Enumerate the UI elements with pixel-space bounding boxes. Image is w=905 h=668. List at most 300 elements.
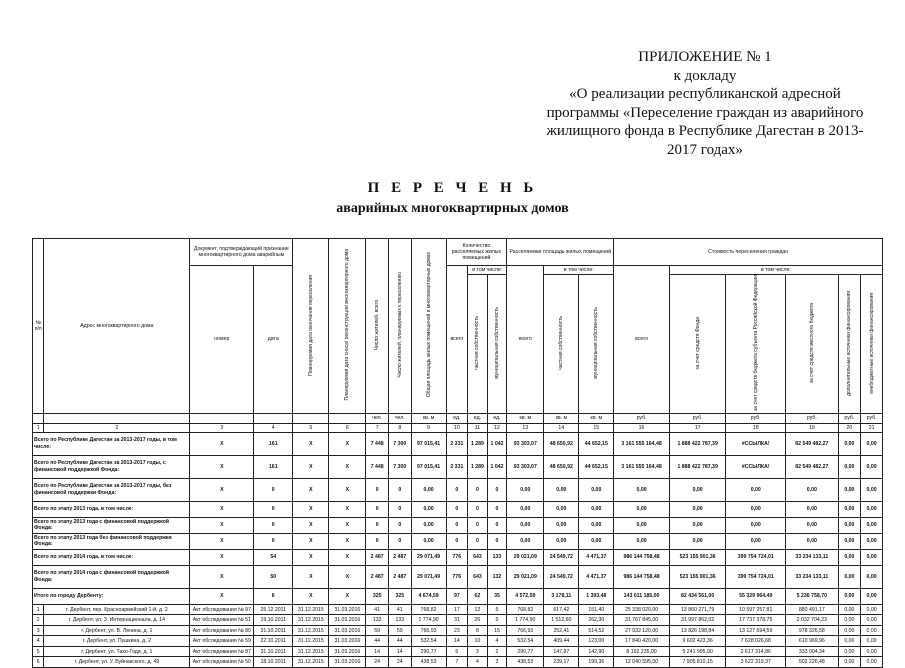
totals-cell: 0,00	[861, 455, 883, 478]
data-cell: 5 241 995,90	[669, 646, 726, 657]
totals-cell: #ССЫЛКА!	[726, 455, 786, 478]
header-residents-total: Число жителей, всего	[366, 239, 389, 414]
totals-cell: 97 015,41	[411, 432, 446, 455]
totals-cell: 1 888 422 787,39	[669, 455, 726, 478]
totals-cell: 0,00	[507, 517, 544, 533]
totals-row	[33, 478, 883, 501]
totals-cell: 0,00	[726, 533, 786, 549]
data-cell: 1	[33, 604, 44, 615]
header-doc-date: дата	[254, 266, 293, 414]
data-cell: Акт обследования № 97	[190, 604, 254, 615]
totals-label: Всего по этапу 2014 года с финансовой поддержкой Фонда:	[33, 565, 190, 588]
table-row	[33, 625, 883, 636]
totals-row	[33, 565, 883, 588]
totals-cell: 0,00	[614, 533, 670, 549]
data-cell: 2	[33, 615, 44, 626]
data-cell: 262,30	[579, 615, 614, 626]
totals-cell: 0	[487, 533, 507, 549]
unit-cell	[293, 413, 329, 423]
totals-cell: 0	[388, 533, 411, 549]
totals-cell: 776	[446, 565, 468, 588]
column-number-cell: 7	[366, 423, 389, 432]
data-cell: 12	[468, 604, 488, 615]
totals-cell: 0	[388, 501, 411, 517]
header-cost-extrabudget: внебюджетные источники финансирования	[861, 275, 883, 414]
data-cell: 41	[366, 604, 389, 615]
data-cell: 17	[446, 604, 468, 615]
column-number-cell: 13	[507, 423, 544, 432]
totals-cell: 0	[468, 517, 488, 533]
totals-cell: 0,00	[786, 478, 838, 501]
data-cell: 0,00	[838, 657, 861, 668]
totals-cell: 3 178,11	[544, 588, 579, 604]
totals-cell: 0,00	[726, 478, 786, 501]
document-title	[0, 180, 905, 217]
unit-cell: руб.	[614, 413, 670, 423]
totals-cell: 986 144 758,48	[614, 549, 670, 565]
totals-cell: 0,00	[544, 501, 579, 517]
totals-cell: X	[329, 517, 366, 533]
header-document: Документ, подтверждающий признание многоквартирного дома аварийным	[190, 239, 293, 266]
totals-label: Всего по этапу 2013 года с финансовой поддержкой Фонда:	[33, 517, 190, 533]
totals-cell: 0	[446, 501, 468, 517]
data-cell: 514,52	[579, 625, 614, 636]
data-cell: 4	[33, 636, 44, 647]
data-cell: 31	[446, 615, 468, 626]
data-cell: 31.10.2011	[254, 625, 293, 636]
totals-cell: 50	[254, 565, 293, 588]
header-cost-subject: за счет средств бюджета субъекта Российской Федерации	[726, 275, 786, 414]
totals-cell: 48 650,92	[544, 455, 579, 478]
totals-cell: 44 652,15	[579, 432, 614, 455]
totals-cell: 0,00	[861, 588, 883, 604]
totals-cell: 0,00	[411, 478, 446, 501]
totals-cell: X	[293, 432, 329, 455]
header-cost-local: за счет средств местного бюджета	[786, 275, 838, 414]
totals-cell: 0,00	[507, 478, 544, 501]
data-cell: 31.03.2016	[329, 636, 366, 647]
totals-cell: 4 471,37	[579, 565, 614, 588]
totals-cell: 0,00	[838, 588, 861, 604]
totals-cell: X	[293, 501, 329, 517]
table-row	[33, 657, 883, 668]
totals-cell: X	[190, 432, 254, 455]
totals-cell: #ССЫЛКА!	[726, 432, 786, 455]
totals-cell: 523 155 901,36	[669, 549, 726, 565]
totals-cell: 0,00	[507, 501, 544, 517]
data-cell: 17 737 378,75	[726, 615, 786, 626]
totals-cell: 48 650,92	[544, 432, 579, 455]
totals-cell: 4 572,59	[507, 588, 544, 604]
totals-cell: X	[293, 588, 329, 604]
address-cell: г. Дербент, ул. Тахо-Годи, д. 1	[44, 646, 190, 657]
totals-cell: X	[190, 517, 254, 533]
totals-cell: 0,00	[614, 517, 670, 533]
unit-cell: ед.	[487, 413, 507, 423]
totals-cell: 97	[446, 588, 468, 604]
data-cell: 23	[446, 625, 468, 636]
data-cell: 0,00	[838, 636, 861, 647]
header-area-private: частная собственность	[544, 275, 579, 414]
data-cell: 0,00	[861, 604, 883, 615]
column-number-cell: 1	[33, 423, 44, 432]
column-number-cell: 10	[446, 423, 468, 432]
data-cell: 142,90	[579, 646, 614, 657]
data-cell: 0,00	[861, 646, 883, 657]
totals-cell: X	[329, 455, 366, 478]
totals-cell: 1 393,48	[579, 588, 614, 604]
totals-cell: X	[329, 533, 366, 549]
data-cell: 0,00	[838, 615, 861, 626]
data-cell: 151,40	[579, 604, 614, 615]
totals-cell: 3 161 555 164,48	[614, 432, 670, 455]
data-cell: 31.12.2015	[293, 604, 329, 615]
totals-cell: 2 487	[388, 565, 411, 588]
totals-cell: 0	[366, 533, 389, 549]
data-cell: 6	[33, 657, 44, 668]
totals-cell: 0	[254, 517, 293, 533]
data-cell: Акт обследования № 50	[190, 657, 254, 668]
address-cell: г. Дербент, ул. В. Ленина, д. 1	[44, 625, 190, 636]
data-cell: 31 767 845,00	[614, 615, 670, 626]
address-cell: г. Дербент, пер. Красноармейский 1-й, д. 2	[44, 604, 190, 615]
totals-label: Всего по Республике Дагестан за 2013-2017 годы, в том числе:	[33, 432, 190, 455]
totals-cell: 0,00	[579, 517, 614, 533]
data-cell: 41	[388, 604, 411, 615]
totals-cell: X	[329, 565, 366, 588]
totals-cell: 1 888 422 787,39	[669, 432, 726, 455]
data-cell: 59	[388, 625, 411, 636]
data-cell: 409,44	[544, 636, 579, 647]
totals-cell: 2 487	[366, 565, 389, 588]
totals-cell: 0,00	[861, 432, 883, 455]
data-cell: 59	[366, 625, 389, 636]
totals-cell: 0,00	[726, 517, 786, 533]
appendix-line: программы «Переселение граждан из аварийного	[546, 104, 864, 121]
totals-cell: 97 015,41	[411, 455, 446, 478]
totals-cell: 523 155 901,36	[669, 565, 726, 588]
totals-cell: 132	[487, 565, 507, 588]
totals-cell: 0,00	[579, 501, 614, 517]
data-cell: 123,00	[579, 636, 614, 647]
totals-cell: 2 487	[366, 549, 389, 565]
totals-cell: 29 071,49	[411, 549, 446, 565]
totals-cell: 2 331	[446, 455, 468, 478]
totals-cell: 0,00	[614, 501, 670, 517]
data-cell: 10 597 257,81	[726, 604, 786, 615]
totals-cell: 0,00	[614, 478, 670, 501]
totals-cell: X	[190, 533, 254, 549]
column-numbers-row	[33, 423, 883, 432]
header-rooms-private: частная собственность	[468, 275, 488, 414]
unit-cell: руб.	[669, 413, 726, 423]
data-cell: Акт обследования № 87	[190, 646, 254, 657]
totals-cell: 0,00	[544, 517, 579, 533]
data-cell: 8	[468, 625, 488, 636]
totals-cell: 82 434 561,00	[669, 588, 726, 604]
address-cell: г. Дербент, ул. Пушкина, д. 2	[44, 636, 190, 647]
data-cell: 532,54	[411, 636, 446, 647]
totals-cell: 0,00	[838, 432, 861, 455]
data-cell: 333 004,34	[786, 646, 838, 657]
totals-cell: 54	[254, 549, 293, 565]
totals-cell: 0	[468, 533, 488, 549]
data-cell: 27 932 120,00	[614, 625, 670, 636]
data-cell: 239,17	[544, 657, 579, 668]
header-area-incl: в том числе:	[544, 266, 614, 275]
data-cell: 31.03.2016	[329, 615, 366, 626]
totals-cell: 325	[388, 588, 411, 604]
totals-cell: 0	[254, 501, 293, 517]
column-number-cell: 21	[861, 423, 883, 432]
totals-label: Всего по Республике Дагестан за 2013-2017 годы, с финансовой поддержкой Фонда:	[33, 455, 190, 478]
totals-cell: 55 329 964,49	[726, 588, 786, 604]
totals-cell: 7 300	[388, 455, 411, 478]
totals-cell: X	[293, 565, 329, 588]
totals-cell: 0	[468, 501, 488, 517]
totals-label: Всего по этапу 2014 года, в том числе:	[33, 549, 190, 565]
data-cell: 768,82	[411, 604, 446, 615]
data-cell: 0,00	[838, 604, 861, 615]
totals-cell: 6	[254, 588, 293, 604]
totals-cell: 0,00	[579, 533, 614, 549]
totals-cell: 0,00	[669, 501, 726, 517]
totals-cell: 2 331	[446, 432, 468, 455]
data-cell: 31.03.2016	[329, 646, 366, 657]
column-number-cell: 11	[468, 423, 488, 432]
column-number-cell: 3	[190, 423, 254, 432]
data-cell: 880 491,17	[786, 604, 838, 615]
header-area-municipal: муниципальная собственность	[579, 275, 614, 414]
data-cell: 3	[468, 646, 488, 657]
totals-cell: 29 021,09	[507, 549, 544, 565]
totals-cell: 2 487	[388, 549, 411, 565]
totals-cell: 0,00	[786, 501, 838, 517]
totals-cell: 24 549,72	[544, 565, 579, 588]
totals-cell: 5 236 758,70	[786, 588, 838, 604]
column-number-cell: 5	[293, 423, 329, 432]
totals-cell: 0,00	[838, 455, 861, 478]
totals-cell: 0,00	[669, 533, 726, 549]
data-cell: 766,93	[507, 625, 544, 636]
totals-cell: 62	[468, 588, 488, 604]
data-cell: 0,00	[861, 657, 883, 668]
column-number-cell: 14	[544, 423, 579, 432]
totals-cell: 4 674,59	[411, 588, 446, 604]
totals-cell: 7 300	[388, 432, 411, 455]
table-row	[33, 636, 883, 647]
totals-cell: 93 303,07	[507, 432, 544, 455]
data-cell: 4	[468, 657, 488, 668]
totals-cell: X	[329, 478, 366, 501]
unit-cell: чел.	[366, 413, 389, 423]
data-cell: 31.12.2015	[293, 636, 329, 647]
totals-row	[33, 455, 883, 478]
data-cell: 24	[366, 657, 389, 668]
table-row	[33, 604, 883, 615]
unit-cell: руб.	[861, 413, 883, 423]
totals-cell: 0	[254, 478, 293, 501]
unit-cell: чел.	[388, 413, 411, 423]
data-cell: Акт обследования № 51	[190, 615, 254, 626]
totals-cell: 29 021,09	[507, 565, 544, 588]
header-rooms-total: всего	[446, 266, 468, 414]
totals-cell: X	[293, 517, 329, 533]
data-cell: 1 774,90	[411, 615, 446, 626]
header-planned-end: Планируемая дата окончания переселения	[293, 239, 329, 414]
totals-label: Всего по этапу 2013 года без финансовой поддержки Фонда:	[33, 533, 190, 549]
data-cell: 438,53	[411, 657, 446, 668]
data-cell: 0,00	[861, 636, 883, 647]
data-cell: 1 774,90	[507, 615, 544, 626]
totals-cell: 399 754 724,01	[726, 549, 786, 565]
data-cell: 0,00	[838, 646, 861, 657]
totals-cell: 0,00	[861, 478, 883, 501]
data-cell: 14	[366, 646, 389, 657]
totals-cell: 0,00	[838, 478, 861, 501]
address-cell: г. Дербент, ул. 3. Интернационала, д. 14	[44, 615, 190, 626]
data-cell: 438,53	[507, 657, 544, 668]
data-cell: 0,00	[838, 625, 861, 636]
data-cell: 24	[388, 657, 411, 668]
totals-cell: 0,00	[861, 517, 883, 533]
data-cell: 2 617 314,86	[726, 646, 786, 657]
totals-cell: 35	[487, 588, 507, 604]
data-cell: 17 840 420,00	[614, 636, 670, 647]
data-cell: 610 969,96	[786, 636, 838, 647]
totals-cell: 643	[468, 565, 488, 588]
data-cell: 31.03.2016	[329, 604, 366, 615]
header-num: № п/п	[33, 239, 44, 414]
data-cell: 13 826 198,84	[669, 625, 726, 636]
data-cell: 31.10.2011	[254, 646, 293, 657]
header-rooms-incl: в том числе:	[468, 266, 507, 275]
unit-cell: кв. м	[544, 413, 579, 423]
data-cell: 1 512,60	[544, 615, 579, 626]
totals-cell: 161	[254, 432, 293, 455]
column-number-cell: 8	[388, 423, 411, 432]
data-cell: 617,42	[544, 604, 579, 615]
data-cell: 532,54	[507, 636, 544, 647]
data-cell: 199,36	[579, 657, 614, 668]
column-number-cell: 18	[726, 423, 786, 432]
data-cell: 5	[487, 604, 507, 615]
totals-cell: X	[293, 549, 329, 565]
title-line-1: П Е Р Е Ч Е Н Ь	[367, 180, 538, 196]
totals-cell: 93 303,07	[507, 455, 544, 478]
data-cell: 18.10.2011	[254, 657, 293, 668]
totals-row	[33, 549, 883, 565]
data-cell: 0,00	[861, 615, 883, 626]
totals-cell: X	[293, 533, 329, 549]
header-planned-demolition: Планируемая дата сноса/ реконструкции многоквартирного дома	[329, 239, 366, 414]
totals-cell: 986 144 758,48	[614, 565, 670, 588]
totals-cell: X	[329, 501, 366, 517]
totals-cell: 33 234 133,11	[786, 565, 838, 588]
totals-cell: 0	[487, 501, 507, 517]
totals-cell: 0,00	[786, 517, 838, 533]
data-cell: 766,93	[411, 625, 446, 636]
totals-cell: 0,00	[861, 533, 883, 549]
header-cost-additional: дополнительные источники финансирования	[838, 275, 861, 414]
header-area-total: Общая площадь жилых помещений в многоквартирных домах	[411, 239, 446, 414]
data-cell: 5	[446, 646, 468, 657]
data-cell: 10	[468, 636, 488, 647]
data-cell: 31.12.2015	[293, 615, 329, 626]
totals-cell: X	[329, 588, 366, 604]
totals-cell: 0	[446, 478, 468, 501]
unit-cell	[254, 413, 293, 423]
column-number-cell: 4	[254, 423, 293, 432]
data-cell: 31.03.2016	[329, 625, 366, 636]
totals-cell: 0,00	[411, 517, 446, 533]
data-cell: 31.12.2015	[293, 646, 329, 657]
totals-cell: X	[293, 478, 329, 501]
header-cost-group: Стоимость переселения граждан	[614, 239, 883, 266]
totals-cell: X	[293, 455, 329, 478]
totals-cell: 161	[254, 455, 293, 478]
totals-cell: X	[190, 455, 254, 478]
totals-cell: 0	[366, 478, 389, 501]
unit-cell: руб.	[786, 413, 838, 423]
data-cell: 147,87	[544, 646, 579, 657]
totals-group	[33, 432, 883, 604]
header-residents-planned: Число жителей, планируемых к переселению	[388, 239, 411, 414]
data-cell: 26	[468, 615, 488, 626]
data-cell: 7 628 026,68	[726, 636, 786, 647]
header-cost-fund: за счет средств Фонда	[669, 275, 726, 414]
totals-cell: X	[190, 478, 254, 501]
totals-cell: 776	[446, 549, 468, 565]
column-number-cell: 16	[614, 423, 670, 432]
unit-cell	[190, 413, 254, 423]
totals-cell: 82 549 482,27	[786, 455, 838, 478]
column-number-cell: 9	[411, 423, 446, 432]
totals-cell: 643	[468, 549, 488, 565]
data-cell: 133	[388, 615, 411, 626]
data-cell: 22.10.2011	[254, 636, 293, 647]
unit-cell: ед.	[468, 413, 488, 423]
data-cell: 0,00	[861, 625, 883, 636]
column-number-cell: 6	[329, 423, 366, 432]
totals-cell: X	[190, 501, 254, 517]
data-cell: 8 192 235,00	[614, 646, 670, 657]
header-area-group: Расселяемая площадь жилых помещений	[507, 239, 614, 266]
totals-cell: 1 042	[487, 455, 507, 478]
data-cell: 290,77	[507, 646, 544, 657]
data-cell: 133	[366, 615, 389, 626]
appendix-header	[540, 48, 870, 159]
totals-label: Всего по Республике Дагестан за 2013-2017 годы, без финансовой поддержки Фонда:	[33, 478, 190, 501]
data-cell: 25.12.2011	[254, 604, 293, 615]
unit-cell: кв. м	[411, 413, 446, 423]
data-cell: 12 040 595,00	[614, 657, 670, 668]
totals-cell: 0,00	[861, 565, 883, 588]
unit-cell	[44, 413, 190, 423]
totals-cell: 0,00	[544, 478, 579, 501]
data-cell: 5	[33, 646, 44, 657]
totals-cell: 3 161 555 164,48	[614, 455, 670, 478]
title-line-2: аварийных многоквартирных домов	[336, 201, 569, 216]
unit-cell	[329, 413, 366, 423]
column-number-cell: 15	[579, 423, 614, 432]
totals-cell: 143 011 185,00	[614, 588, 670, 604]
totals-cell: X	[190, 588, 254, 604]
data-cell: 3 622 319,37	[726, 657, 786, 668]
totals-cell: 0,00	[411, 533, 446, 549]
data-cell: 5	[487, 615, 507, 626]
totals-cell: 0,00	[507, 533, 544, 549]
